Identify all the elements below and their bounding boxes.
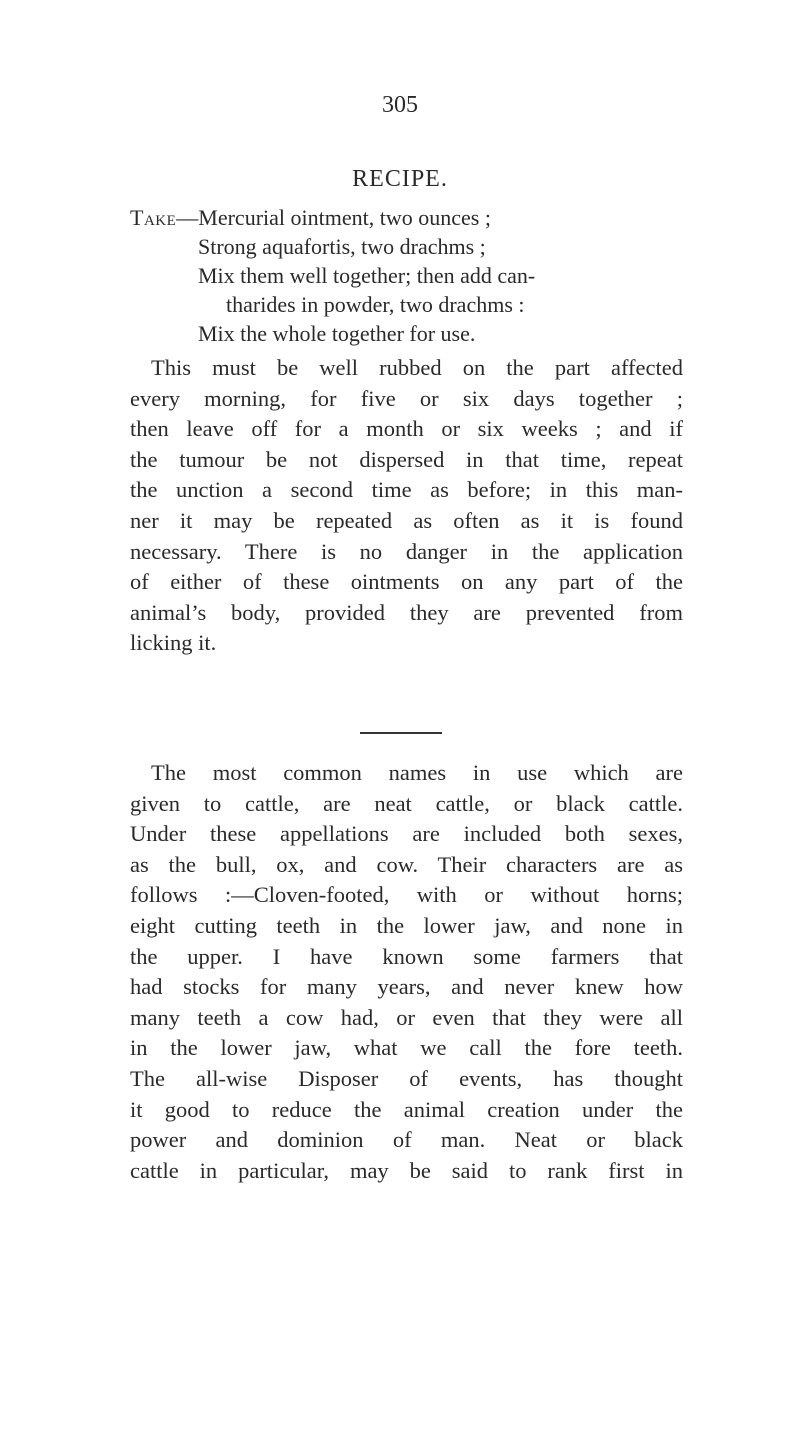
text-line: it good to reduce the animal creation under the bbox=[130, 1096, 683, 1122]
paragraph-instructions bbox=[130, 353, 683, 659]
text-line: The all-wise Disposer of events, has thought bbox=[130, 1065, 683, 1091]
recipe-line bbox=[130, 203, 690, 232]
recipe-line: tharides in powder, two drachms : bbox=[226, 292, 525, 317]
text-line: Under these appellations are included both sexes, bbox=[130, 821, 683, 847]
recipe-line: Mix the whole together for use. bbox=[198, 321, 476, 346]
text-line: every morning, for five or six days together ; bbox=[130, 385, 683, 411]
text-line: in the lower jaw, what we call the fore teeth. bbox=[130, 1035, 683, 1061]
text-line: necessary. There is no danger in the application bbox=[130, 538, 683, 564]
section-divider bbox=[360, 732, 442, 734]
text-line: the unction a second time as before; in this man- bbox=[130, 477, 683, 503]
text-line: the upper. I have known some farmers that bbox=[130, 943, 683, 969]
text-line: had stocks for many years, and never knew how bbox=[130, 974, 683, 1000]
text-line: then leave off for a month or six weeks ; and if bbox=[130, 416, 683, 442]
recipe-block bbox=[130, 203, 690, 348]
text-line: many teeth a cow had, or even that they were all bbox=[130, 1004, 683, 1030]
text-line: cattle in particular, may be said to rank first in bbox=[130, 1157, 683, 1183]
recipe-line: Mix them well together; then add can- bbox=[198, 263, 536, 288]
text-line: given to cattle, are neat cattle, or black cattle. bbox=[130, 790, 683, 816]
recipe-line-text: —Mercurial ointment, two ounces ; bbox=[176, 205, 491, 230]
text-line: eight cutting teeth in the lower jaw, and none in bbox=[130, 912, 683, 938]
text-line: ner it may be repeated as often as it is found bbox=[130, 507, 683, 533]
recipe-lead-word: Take bbox=[130, 205, 177, 230]
text-line: power and dominion of man. Neat or black bbox=[130, 1127, 683, 1153]
text-line: as the bull, ox, and cow. Their characters are as bbox=[130, 851, 683, 877]
recipe-heading: RECIPE. bbox=[352, 166, 448, 192]
text-line: follows :—Cloven-footed, with or without horns; bbox=[130, 882, 683, 908]
text-line: of either of these ointments on any part of the bbox=[130, 569, 683, 595]
paragraph-cattle bbox=[130, 758, 683, 1186]
text-line: animal’s body, provided they are prevented from bbox=[130, 599, 683, 625]
recipe-line: Strong aquafortis, two drachms ; bbox=[198, 234, 486, 259]
text-line: The most common names in use which are bbox=[151, 760, 683, 785]
page-number: 305 bbox=[382, 92, 418, 118]
text-line: the tumour be not dispersed in that time, repeat bbox=[130, 446, 683, 472]
text-line: licking it. bbox=[130, 630, 217, 656]
text-line: This must be well rubbed on the part affected bbox=[151, 355, 683, 380]
